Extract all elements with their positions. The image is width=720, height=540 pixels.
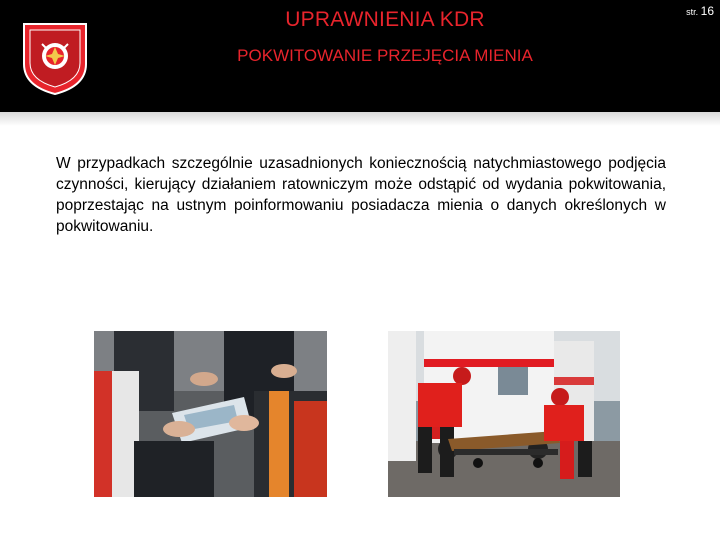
page-number-value: 16 (700, 4, 714, 18)
body-paragraph: W przypadkach szczególnie uzasadnionych koniecznością natychmiastowego podjęcia czynności, kierujący działaniem ratowniczym może odstąpić od wydania pokwitowania, poprzestając na ustnym poinformowaniu posiadacza mienia o danych określonych w pokwitowaniu. (56, 155, 666, 235)
photo-officers-with-document (94, 331, 327, 497)
header-shadow (0, 112, 720, 126)
slide-title: UPRAWNIENIA KDR (285, 8, 485, 31)
photo-rescuers-with-stretcher (388, 331, 620, 497)
slide-header (0, 0, 720, 112)
page-label: str. (686, 7, 699, 17)
fire-brigade-emblem-icon (18, 18, 92, 96)
page-number (686, 4, 714, 18)
slide-subtitle: POKWITOWANIE PRZEJĘCIA MIENIA (237, 46, 533, 65)
